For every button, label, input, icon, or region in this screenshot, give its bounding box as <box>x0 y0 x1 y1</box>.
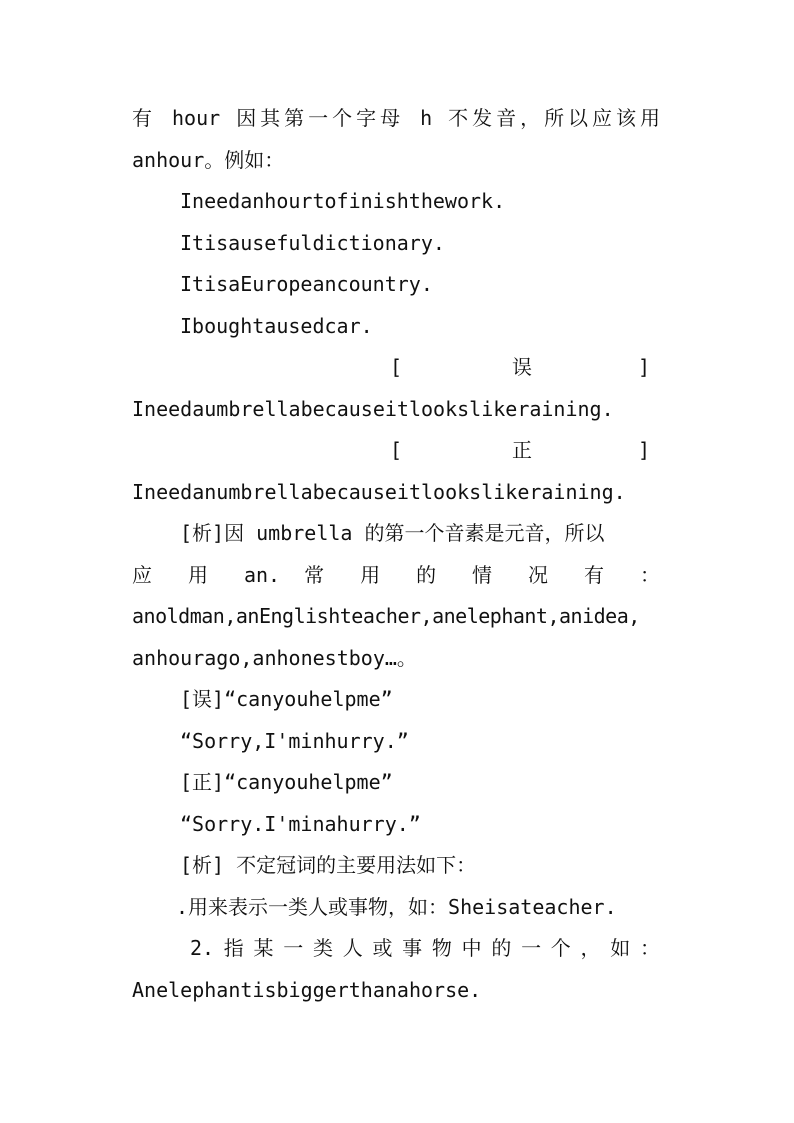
dialog-line: “Sorry.I'minahurry.” <box>180 812 421 836</box>
example-sentence: Itisausefuldictionary. <box>180 231 445 255</box>
text-line: anhourago,anhonestboy…。 <box>132 646 417 670</box>
text-line: anoldman,anEnglishteacher,anelephant,anidea, <box>132 604 640 628</box>
text-line: 应 用 an. 常 用 的 情 况 有 ： <box>132 563 660 587</box>
bracket-open: [ <box>390 438 403 462</box>
text-line: Anelephantisbiggerthanahorse. <box>132 978 482 1002</box>
bracket-close: ] <box>638 438 651 462</box>
correct-label-text: 正 <box>512 438 532 462</box>
bracket-close: ] <box>638 355 651 379</box>
text-line: anhour。例如： <box>132 148 285 172</box>
wrong-label <box>390 352 660 382</box>
analysis-line: [析] 不定冠词的主要用法如下： <box>180 853 477 877</box>
example-sentence: ItisaEuropeancountry. <box>180 272 433 296</box>
usage-item: 2.指某一类人或事物中的一个，如： <box>190 936 660 960</box>
dialog-line: “Sorry,I'minhurry.” <box>180 729 409 753</box>
dialog-line: [正]“canyouhelpme” <box>180 770 393 794</box>
wrong-sentence: Ineedaumbrellabecauseitlookslikeraining. <box>132 397 614 421</box>
analysis-line: [析]因 umbrella 的第一个音素是元音，所以 <box>180 521 605 545</box>
dialog-line: [误]“canyouhelpme” <box>180 687 393 711</box>
correct-sentence: Ineedanumbrellabecauseitlookslikeraining. <box>132 480 626 504</box>
wrong-label-text: 误 <box>512 355 532 379</box>
text-line: 有 hour 因其第一个字母 h 不发音，所以应该用 <box>132 106 660 130</box>
usage-item: .用来表示一类人或事物，如：Sheisateacher. <box>176 895 617 919</box>
bracket-open: [ <box>390 355 403 379</box>
example-sentence: Iboughtausedcar. <box>180 314 373 338</box>
correct-label <box>390 435 660 465</box>
example-sentence: Ineedanhourtofinishthework. <box>180 189 506 213</box>
